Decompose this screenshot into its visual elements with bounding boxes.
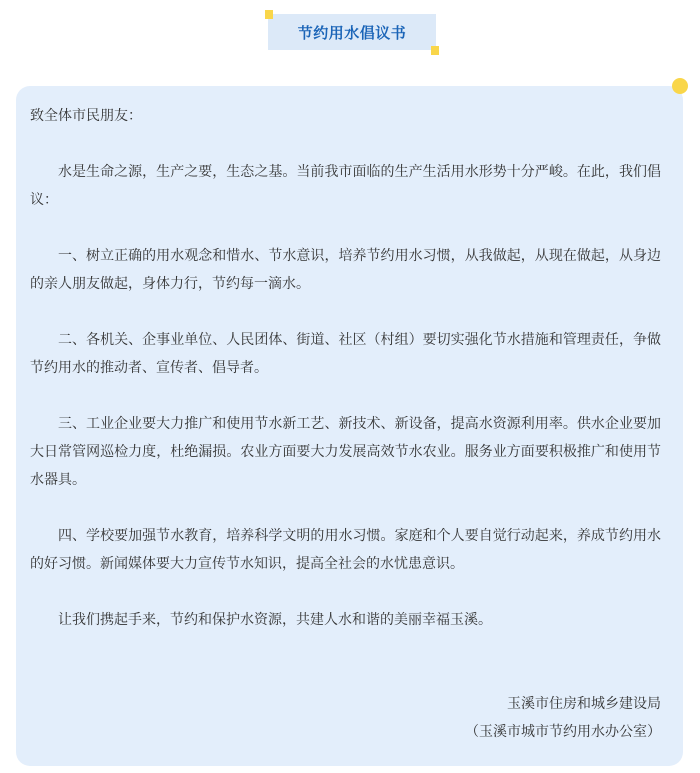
spacer bbox=[30, 298, 661, 326]
spacer bbox=[30, 382, 661, 410]
spacer bbox=[30, 634, 661, 662]
paragraph-intro: 水是生命之源，生产之要，生态之基。当前我市面临的生产生活用水形势十分严峻。在此，我们倡议： bbox=[30, 164, 661, 208]
title-banner bbox=[268, 14, 436, 50]
spacer bbox=[30, 578, 661, 606]
paragraph-closing: 让我们携起手来，节约和保护水资源，共建人水和谐的美丽幸福玉溪。 bbox=[58, 612, 492, 628]
decorative-dot bbox=[672, 78, 688, 94]
spacer bbox=[30, 130, 661, 158]
page-title: 节约用水倡议书 bbox=[297, 23, 407, 42]
spacer bbox=[30, 662, 661, 690]
signature-organization: 玉溪市住房和城乡建设局 bbox=[507, 696, 661, 712]
greeting: 致全体市民朋友： bbox=[30, 108, 142, 124]
corner-decoration-bottom-right bbox=[431, 46, 439, 55]
spacer bbox=[30, 494, 661, 522]
spacer bbox=[30, 214, 661, 242]
paragraph-3: 三、工业企业要大力推广和使用节水新工艺、新技术、新设备，提高水资源利用率。供水企业要加大日常管网巡检力度，杜绝漏损。农业方面要大力发展高效节水农业。服务业方面要积极推广和使用节水器具。 bbox=[30, 416, 661, 488]
paragraph-4: 四、学校要加强节水教育，培养科学文明的用水习惯。家庭和个人要自觉行动起来，养成节约用水的好习惯。新闻媒体要大力宣传节水知识，提高全社会的水忧患意识。 bbox=[30, 528, 661, 572]
letter-card bbox=[16, 86, 683, 766]
title-box bbox=[268, 14, 436, 50]
paragraph-2: 二、各机关、企事业单位、人民团体、街道、社区（村组）要切实强化节水措施和管理责任，争做节约用水的推动者、宣传者、倡导者。 bbox=[30, 332, 661, 376]
signature-office: （玉溪市城市节约用水办公室） bbox=[465, 724, 661, 740]
paragraph-1: 一、树立正确的用水观念和惜水、节水意识，培养节约用水习惯，从我做起，从现在做起，从身边的亲人朋友做起，身体力行，节约每一滴水。 bbox=[30, 248, 661, 292]
corner-decoration-top-left bbox=[265, 10, 273, 19]
